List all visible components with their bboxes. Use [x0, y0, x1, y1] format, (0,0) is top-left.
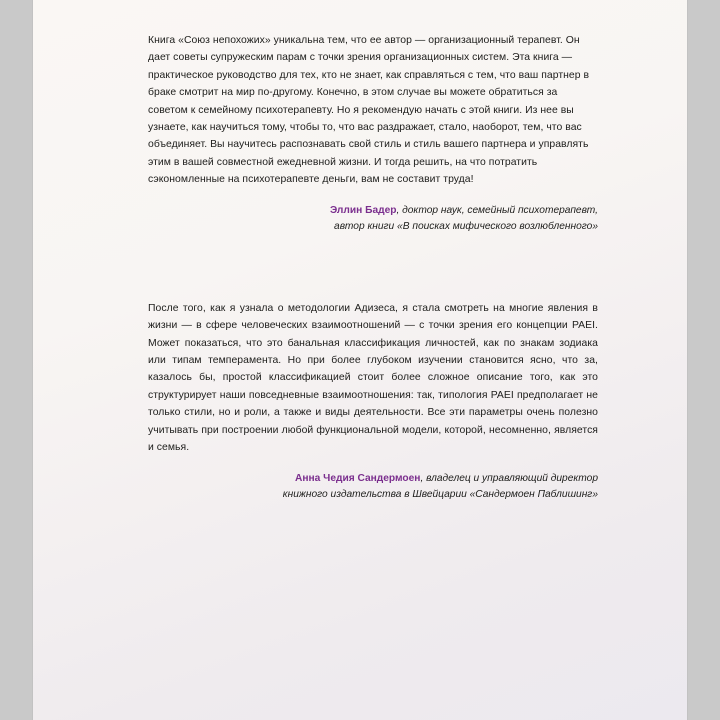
attribution-1-name: Эллин Бадер [329, 204, 397, 216]
attribution-2-role: , владелец и управляющий директор [420, 472, 598, 484]
page-content [148, 32, 598, 504]
attribution-2-line-2: книжного издательства в Швейцарии «Сандермоен Паблишинг» [282, 489, 598, 501]
book-page [33, 0, 687, 720]
attribution-2 [148, 471, 598, 504]
attribution-1-line-1 [148, 203, 598, 220]
attribution-1-role: , доктор наук, семейный психотерапевт, [396, 204, 598, 216]
quote-paragraph-1: Книга «Союз непохожих» уникальна тем, что ее автор — организационный терапевт. Он дает советы супружеским парам с точки зрения организационных систем. Эта книга — практическое руководство для тех, кто не знает, как справляться с тем, что ваш партнер в браке смотрит на мир по-другому. Конечно, в этом случае вы можете обратиться за советом к семейному психотерапевту. Но я рекомендую начать с этой книги. Из нее вы узнаете, как научиться тому, чтобы то, что вас раздражает, стало, наоборот, тем, что вас объединяет. Вы научитесь распознавать свой стиль и стиль вашего партнера и управлять этим в вашей совместной ежедневной жизни. И тогда решить, на что потратить сэкономленные на психотерапевте деньги, вам не составит труда! [148, 35, 590, 186]
quote-paragraph-2: После того, как я узнала о методологии Адизеса, я стала смотреть на многие явления в жизни — в сфере человеческих взаимоотношений — с точки зрения его концепции PAEI. Может показаться, что это банальная классификация личностей, как по знакам зодиака или типам темперамента. Но при более глубоком изучении становится ясно, что за, казалось бы, простой классификацией стоит более сложное описание того, как это структурирует наши повседневные взаимоотношения: так, типология PAEI предполагает не только стили, но и роли, а также и виды деятельности. Все эти параметры очень полезно учитывать при построении любой функциональной модели, которой, несомненно, является и семья. [148, 302, 598, 454]
attribution-2-line-1 [148, 471, 598, 488]
attribution-1-line-2: автор книги «В поисках мифического возлюбленного» [334, 221, 598, 233]
attribution-1 [148, 203, 598, 236]
section-divider [148, 236, 598, 270]
attribution-2-name: Анна Чедия Сандермоен [295, 472, 421, 484]
